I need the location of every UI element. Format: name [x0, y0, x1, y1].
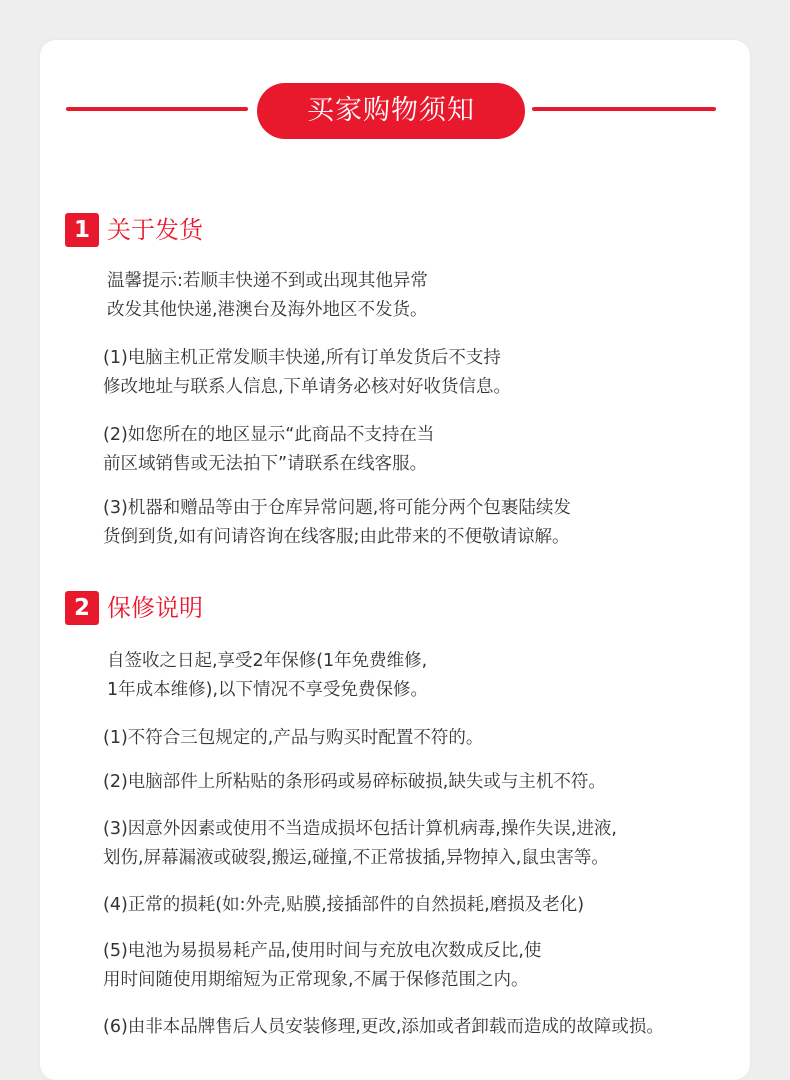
text-line: 划伤,屏幕漏液或破裂,搬运,碰撞,不正常拔插,异物掉入,鼠虫害等。 [103, 848, 609, 868]
shipping-notice [107, 267, 428, 325]
warranty-item-4 [103, 891, 584, 920]
shipping-item-2 [103, 421, 434, 479]
text-line: (3)机器和赠品等由于仓库异常问题,将可能分两个包裹陆续发 [103, 498, 571, 518]
text-line: (1)电脑主机正常发顺丰快递,所有订单发货后不支持 [103, 348, 501, 368]
text-line: 货倒到货,如有问请咨询在线客服;由此带来的不便敬请谅解。 [103, 527, 570, 547]
section-number-badge: 1 [65, 213, 99, 247]
text-line: 自签收之日起,享受2年保修(1年免费维修, [107, 651, 428, 671]
text-line: (4)正常的损耗(如:外壳,贴膜,接插部件的自然损耗,磨损及老化) [103, 895, 585, 915]
warranty-item-1 [103, 724, 483, 753]
text-line: 温馨提示:若顺丰快递不到或出现其他异常 [107, 271, 428, 291]
shipping-item-1 [103, 344, 511, 402]
header-rule-left [66, 107, 248, 111]
section-title: 保修说明 [107, 594, 203, 622]
section-header-shipping [65, 213, 203, 247]
warranty-item-2 [103, 768, 606, 797]
text-line: 改发其他快递,港澳台及海外地区不发货。 [107, 300, 428, 320]
text-line: (5)电池为易损易耗产品,使用时间与充放电次数成反比,使 [103, 941, 542, 961]
content-card [40, 40, 750, 1080]
text-line: 1年成本维修),以下情况不享受免费保修。 [107, 680, 429, 700]
shipping-item-3 [103, 494, 571, 552]
text-line: 前区域销售或无法拍下”请联系在线客服。 [103, 454, 428, 474]
section-number-badge: 2 [65, 591, 99, 625]
text-line: (2)如您所在的地区显示“此商品不支持在当 [103, 425, 435, 445]
warranty-item-3 [103, 815, 617, 873]
text-line: (1)不符合三包规定的,产品与购买时配置不符的。 [103, 728, 484, 748]
section-title: 关于发货 [107, 216, 203, 244]
text-line: 用时间随使用期缩短为正常现象,不属于保修范围之内。 [103, 970, 529, 990]
page-title: 买家购物须知 [257, 83, 525, 139]
text-line: 修改地址与联系人信息,下单请务必核对好收货信息。 [103, 377, 512, 397]
warranty-item-6 [103, 1013, 664, 1042]
header-rule-right [532, 107, 716, 111]
warranty-item-5 [103, 937, 541, 995]
text-line: (2)电脑部件上所粘贴的条形码或易碎标破损,缺失或与主机不符。 [103, 772, 606, 792]
text-line: (3)因意外因素或使用不当造成损坏包括计算机病毒,操作失误,进液, [103, 819, 617, 839]
warranty-intro [107, 647, 428, 705]
section-header-warranty [65, 591, 203, 625]
text-line: (6)由非本品牌售后人员安装修理,更改,添加或者卸载而造成的故障或损。 [103, 1017, 664, 1037]
